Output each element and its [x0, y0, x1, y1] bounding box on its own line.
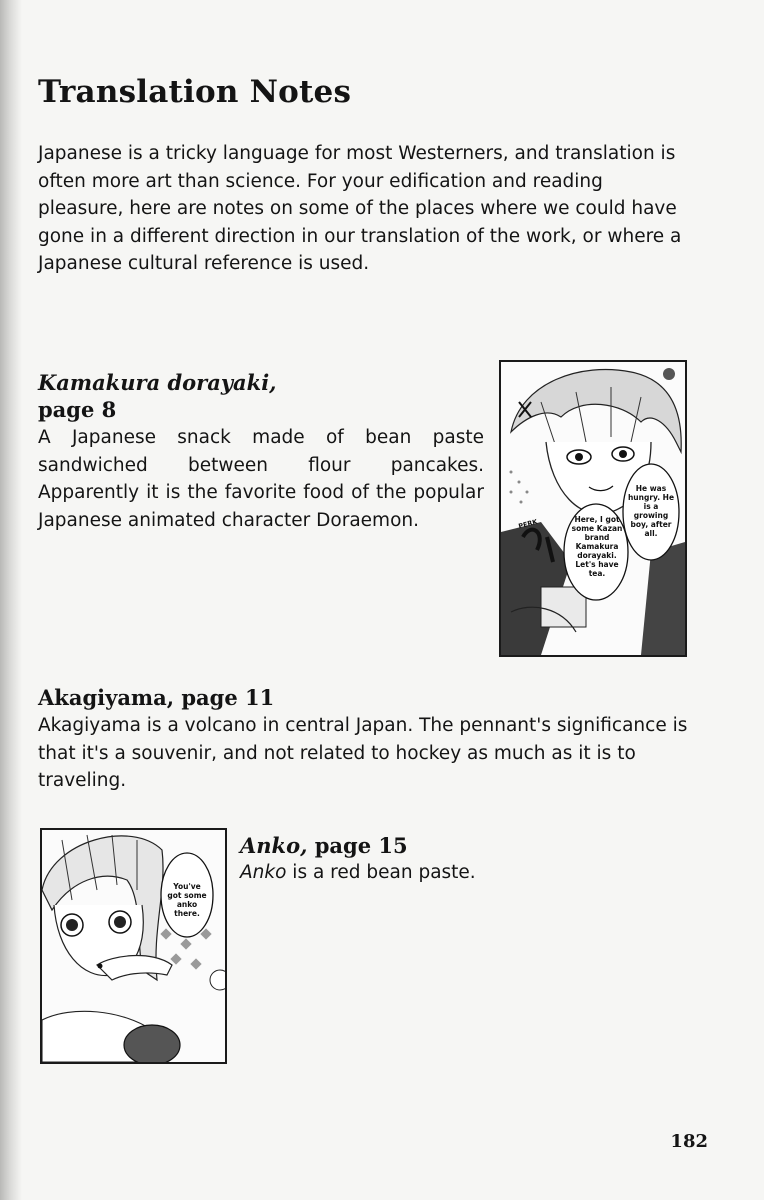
- note-anko-term: Anko,: [240, 833, 308, 858]
- manga-panel-dorayaki: [499, 360, 687, 657]
- note-kamakura-term: Kamakura dorayaki,: [38, 370, 277, 395]
- anko-illustration: [42, 830, 225, 1062]
- note-anko-body-term: Anko: [240, 862, 287, 883]
- page-title: Translation Notes: [38, 74, 352, 110]
- note-akagiyama-body: Akagiyama is a volcano in central Japan. The pennant's significance is that it's a souvenir, and not related to hockey as much as it is to traveling.: [38, 715, 688, 791]
- intro-paragraph: Japanese is a tricky language for most Westerners, and translation is often more art than science. For your edification and reading pleasure, here are notes on some of the places where we could have gone in a different direction in our translation of the work, or where a Japanese cultural reference is used.: [38, 143, 682, 274]
- bubble-hungry-boy: He was hungry. He is a growing boy, after all.: [627, 484, 675, 538]
- note-kamakura-page: page 8: [38, 397, 117, 422]
- manga-panel-anko: [40, 828, 227, 1064]
- bubble-dorayaki-offer: Here, I got some Kazan brand Kamakura dorayaki. Let's have tea.: [571, 515, 623, 578]
- bubble-anko: You've got some anko there.: [167, 882, 207, 918]
- note-anko-title: [240, 832, 408, 859]
- note-kamakura-body: A Japanese snack made of bean paste sandwiched between flour pancakes. Apparently it is the favorite food of the popular Japanese animated character Doraemon.: [38, 427, 484, 531]
- note-kamakura-title: [38, 369, 277, 423]
- page-gutter-shadow: [0, 0, 22, 1200]
- sfx-perk: PERK: [517, 517, 539, 531]
- note-anko-body-rest: is a red bean paste.: [286, 862, 476, 883]
- note-akagiyama-title: Akagiyama, page 11: [38, 685, 275, 710]
- note-anko-body: [240, 859, 690, 887]
- note-anko-page: page 15: [314, 833, 408, 858]
- page-number: 182: [670, 1131, 708, 1152]
